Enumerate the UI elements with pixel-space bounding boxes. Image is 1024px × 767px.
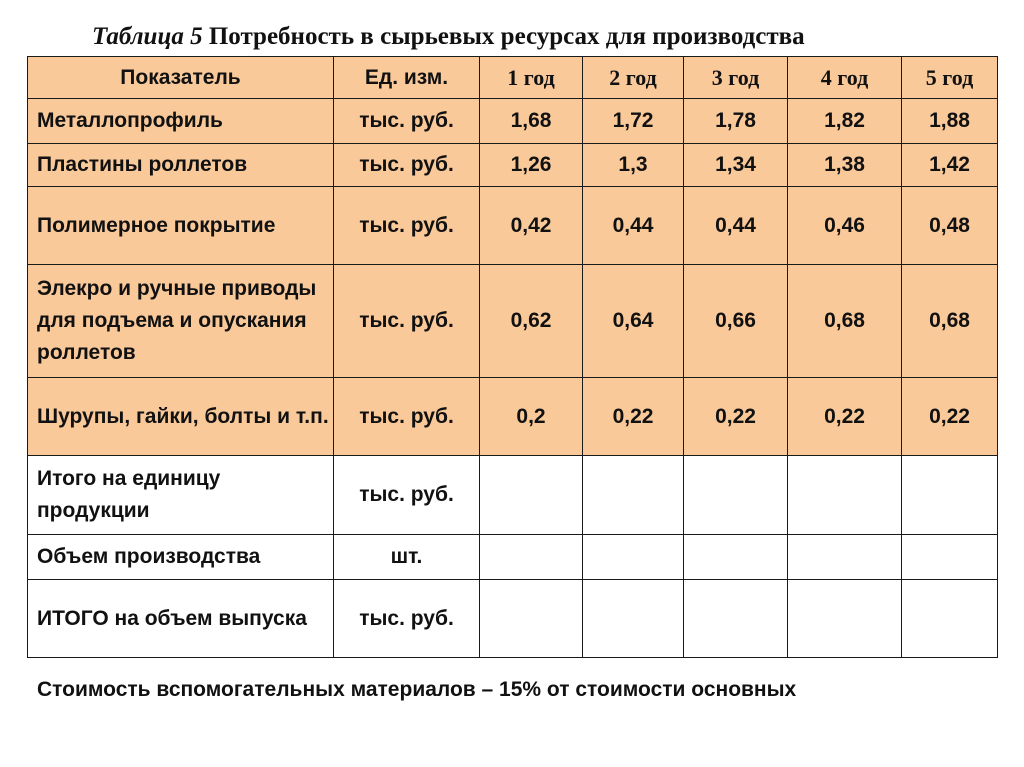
row-label: Металлопрофиль — [28, 99, 334, 144]
cell-year-2: 0,64 — [583, 265, 684, 378]
cell-year-2: 1,3 — [583, 144, 684, 187]
cell-year-1: 0,42 — [480, 187, 583, 265]
row-label: Элекро и ручные приводы для подъема и опускания роллетов — [28, 265, 334, 378]
cell-year-2 — [583, 456, 684, 535]
cell-year-1 — [480, 535, 583, 580]
cell-year-4: 0,22 — [788, 378, 902, 456]
cell-year-1 — [480, 456, 583, 535]
row-label: Шурупы, гайки, болты и т.п. — [28, 378, 334, 456]
cell-year-4 — [788, 535, 902, 580]
cell-year-4: 0,46 — [788, 187, 902, 265]
row-unit: тыс. руб. — [334, 265, 480, 378]
footnote: Стоимость вспомогательных материалов – 15% от стоимости основных — [37, 678, 797, 701]
cell-year-3: 0,22 — [684, 378, 788, 456]
table-row — [28, 456, 998, 535]
cell-year-4 — [788, 580, 902, 658]
table-row — [28, 580, 998, 658]
row-unit: тыс. руб. — [334, 456, 480, 535]
table-title-number: Таблица 5 — [92, 23, 203, 50]
cell-year-5: 1,88 — [902, 99, 998, 144]
table-row — [28, 535, 998, 580]
cell-year-2 — [583, 535, 684, 580]
table-title — [92, 22, 805, 52]
table-title-text: Потребность в сырьевых ресурсах для производства — [208, 23, 805, 50]
table-row — [28, 187, 998, 265]
cell-year-3 — [684, 580, 788, 658]
row-unit: тыс. руб. — [334, 580, 480, 658]
table-row — [28, 144, 998, 187]
cell-year-5: 0,22 — [902, 378, 998, 456]
cell-year-4: 1,38 — [788, 144, 902, 187]
cell-year-5 — [902, 456, 998, 535]
cell-year-4: 0,68 — [788, 265, 902, 378]
cell-year-5: 1,42 — [902, 144, 998, 187]
column-header-year-4: 4 год — [788, 57, 902, 99]
row-label: Объем производства — [28, 535, 334, 580]
column-header-unit: Ед. изм. — [334, 57, 480, 99]
row-unit: тыс. руб. — [334, 187, 480, 265]
cell-year-2: 1,72 — [583, 99, 684, 144]
cell-year-3: 0,66 — [684, 265, 788, 378]
cell-year-3: 1,34 — [684, 144, 788, 187]
column-header-year-2: 2 год — [583, 57, 684, 99]
cell-year-2: 0,44 — [583, 187, 684, 265]
cell-year-3 — [684, 535, 788, 580]
cell-year-5 — [902, 580, 998, 658]
row-label: Полимерное покрытие — [28, 187, 334, 265]
cell-year-5: 0,68 — [902, 265, 998, 378]
table-row — [28, 99, 998, 144]
column-header-year-1: 1 год — [480, 57, 583, 99]
cell-year-4: 1,82 — [788, 99, 902, 144]
row-unit: тыс. руб. — [334, 378, 480, 456]
row-unit: тыс. руб. — [334, 99, 480, 144]
cell-year-1: 1,26 — [480, 144, 583, 187]
column-header-year-3: 3 год — [684, 57, 788, 99]
cell-year-2: 0,22 — [583, 378, 684, 456]
cell-year-2 — [583, 580, 684, 658]
row-unit: шт. — [334, 535, 480, 580]
resource-table — [27, 56, 998, 658]
cell-year-5: 0,48 — [902, 187, 998, 265]
table-row — [28, 265, 998, 378]
cell-year-3: 0,44 — [684, 187, 788, 265]
cell-year-4 — [788, 456, 902, 535]
cell-year-1 — [480, 580, 583, 658]
cell-year-1: 0,2 — [480, 378, 583, 456]
table-header-row — [28, 57, 998, 99]
row-label: ИТОГО на объем выпуска — [28, 580, 334, 658]
cell-year-3: 1,78 — [684, 99, 788, 144]
column-header-indicator: Показатель — [28, 57, 334, 99]
row-label: Пластины роллетов — [28, 144, 334, 187]
row-unit: тыс. руб. — [334, 144, 480, 187]
cell-year-1: 0,62 — [480, 265, 583, 378]
cell-year-5 — [902, 535, 998, 580]
column-header-year-5: 5 год — [902, 57, 998, 99]
cell-year-1: 1,68 — [480, 99, 583, 144]
cell-year-3 — [684, 456, 788, 535]
row-label: Итого на единицу продукции — [28, 456, 334, 535]
table-row — [28, 378, 998, 456]
